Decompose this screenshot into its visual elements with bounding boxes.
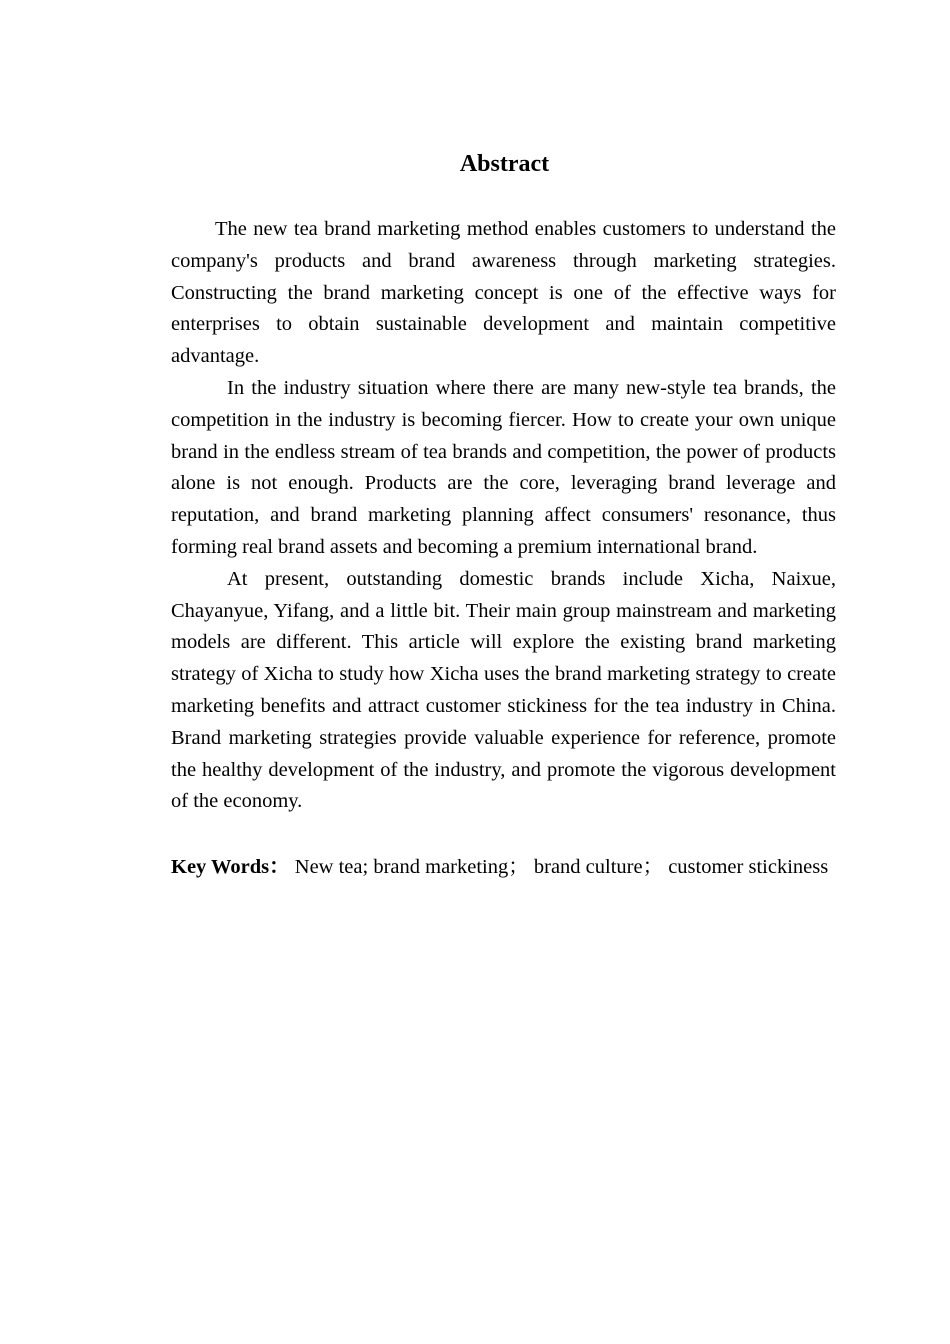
page-title: Abstract	[459, 151, 550, 177]
abstract-section	[171, 148, 836, 884]
abstract-paragraph-2: In the industry situation where there are many new-style tea brands, the competition in the industry is becoming fiercer. How to create your own unique brand in the endless stream of tea brands and competition, the power of products alone is not enough. Products are the core, leveraging brand leverage and reputation, and brand marketing planning affect consumers' resonance, thus forming real brand assets and becoming a premium international brand.	[171, 376, 836, 558]
abstract-paragraph-3: At present, outstanding domestic brands include Xicha, Naixue, Chayanyue, Yifang, and a little bit. Their main group mainstream and marketing models are different. This article will explore the existing brand marketing strategy of Xicha to study how Xicha uses the brand marketing strategy to create marketing benefits and attract customer stickiness for the tea industry in China. Brand marketing strategies provide valuable experience for reference, promote the healthy development of the industry, and promote the vigorous development of the economy.	[171, 567, 836, 813]
abstract-paragraph-1: The new tea brand marketing method enables customers to understand the company's products and brand awareness through marketing strategies. Constructing the brand marketing concept is one of the effective ways for enterprises to obtain sustainable development and maintain competitive advantage.	[171, 218, 836, 368]
keywords-label: Key Words：	[171, 856, 290, 879]
abstract-body	[171, 214, 836, 818]
keywords-line	[171, 852, 836, 884]
keywords-text: New tea; brand marketing； brand culture； customer stickiness	[294, 856, 829, 879]
